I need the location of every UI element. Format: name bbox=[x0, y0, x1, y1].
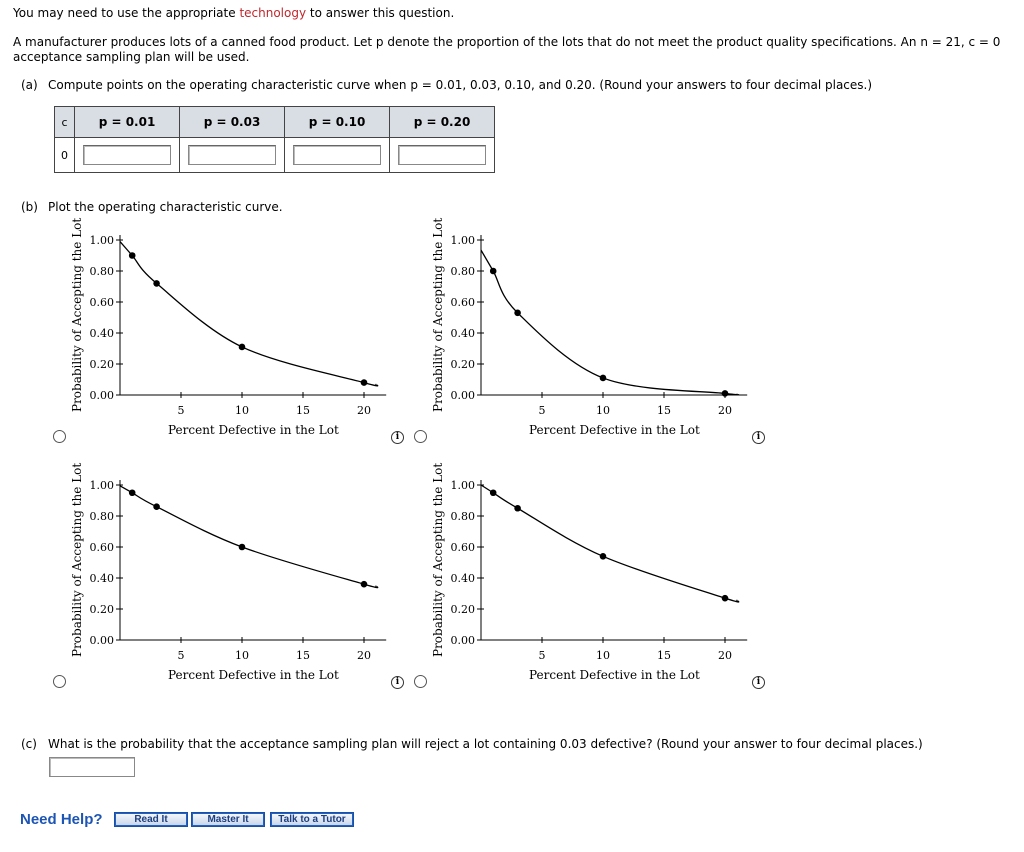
data-point bbox=[239, 344, 246, 351]
y-tick-label: 1.00 bbox=[450, 479, 475, 492]
y-axis-label: Probability of Accepting the Lot bbox=[70, 217, 84, 412]
y-tick-label: 0.00 bbox=[450, 389, 475, 402]
oc-plot-svg bbox=[421, 225, 751, 435]
y-tick-label: 0.40 bbox=[89, 572, 114, 585]
data-point bbox=[514, 310, 521, 317]
y-tick-label: 0.40 bbox=[89, 327, 114, 340]
intro-prefix: You may need to use the appropriate bbox=[13, 6, 240, 20]
x-tick-label: 10 bbox=[596, 404, 610, 417]
x-tick-label: 20 bbox=[718, 404, 732, 417]
x-tick-label: 10 bbox=[235, 404, 249, 417]
y-tick-label: 0.40 bbox=[450, 327, 475, 340]
oc-plot-svg bbox=[421, 470, 751, 680]
oc-plot-svg bbox=[60, 470, 390, 680]
need-help-title: Need Help? bbox=[20, 811, 103, 828]
y-tick-label: 0.00 bbox=[89, 634, 114, 647]
p-header-3: p = 0.20 bbox=[390, 107, 495, 138]
answer-input-p001[interactable] bbox=[83, 145, 171, 165]
plot-option-1-radio[interactable] bbox=[53, 430, 66, 443]
data-point bbox=[600, 375, 607, 382]
oc-plot-option-4 bbox=[421, 462, 751, 682]
read-it-label: Read It bbox=[116, 814, 186, 825]
p-header-0: p = 0.01 bbox=[75, 107, 180, 138]
y-tick-label: 0.60 bbox=[450, 296, 475, 309]
p-header-2: p = 0.10 bbox=[285, 107, 390, 138]
y-tick-label: 0.20 bbox=[89, 358, 114, 371]
y-tick-label: 0.00 bbox=[450, 634, 475, 647]
oc-plot-option-3 bbox=[60, 462, 390, 682]
master-it-button[interactable] bbox=[191, 812, 265, 827]
answer-input-p003[interactable] bbox=[188, 145, 276, 165]
part-c-answer-input[interactable] bbox=[49, 757, 135, 777]
y-tick-label: 1.00 bbox=[450, 234, 475, 247]
info-icon[interactable]: i bbox=[752, 676, 765, 689]
data-point bbox=[153, 503, 160, 510]
intro-text bbox=[13, 6, 454, 20]
plot-option-4-radio[interactable] bbox=[414, 675, 427, 688]
c-header: c bbox=[55, 107, 75, 138]
x-tick-label: 15 bbox=[296, 649, 310, 662]
part-a-label: (a) bbox=[21, 78, 38, 92]
info-icon[interactable]: i bbox=[752, 431, 765, 444]
data-point bbox=[514, 505, 521, 512]
oc-points-table bbox=[54, 106, 495, 173]
data-point bbox=[361, 379, 368, 386]
y-tick-label: 0.20 bbox=[450, 358, 475, 371]
plot-option-3-radio[interactable] bbox=[53, 675, 66, 688]
y-tick-label: 0.00 bbox=[89, 389, 114, 402]
x-axis-label: Percent Defective in the Lot bbox=[529, 423, 700, 437]
oc-curve bbox=[481, 485, 739, 602]
master-it-label: Master It bbox=[193, 814, 263, 825]
oc-plot-svg bbox=[60, 225, 390, 435]
y-tick-label: 1.00 bbox=[89, 234, 114, 247]
x-tick-label: 15 bbox=[657, 404, 671, 417]
x-tick-label: 10 bbox=[235, 649, 249, 662]
y-tick-label: 0.60 bbox=[89, 296, 114, 309]
x-axis-label: Percent Defective in the Lot bbox=[529, 668, 700, 682]
oc-curve bbox=[120, 486, 378, 588]
answer-input-p010[interactable] bbox=[293, 145, 381, 165]
y-tick-label: 1.00 bbox=[89, 479, 114, 492]
data-point bbox=[239, 544, 246, 551]
x-tick-label: 15 bbox=[296, 404, 310, 417]
part-b-text: Plot the operating characteristic curve. bbox=[48, 200, 283, 214]
part-c-text: What is the probability that the acceptance sampling plan will reject a lot containing 0.03 defective? (Round your answer to four decimal places.) bbox=[48, 737, 923, 751]
oc-curve bbox=[120, 242, 378, 386]
data-point bbox=[153, 280, 160, 287]
y-tick-label: 0.80 bbox=[89, 510, 114, 523]
data-point bbox=[722, 595, 729, 602]
x-axis-label: Percent Defective in the Lot bbox=[168, 668, 339, 682]
y-tick-label: 0.40 bbox=[450, 572, 475, 585]
info-icon[interactable]: i bbox=[391, 431, 404, 444]
oc-plot-option-2 bbox=[421, 217, 751, 437]
oc-curve bbox=[481, 250, 739, 395]
y-tick-label: 0.20 bbox=[89, 603, 114, 616]
x-tick-label: 20 bbox=[357, 404, 371, 417]
x-tick-label: 5 bbox=[177, 649, 185, 662]
read-it-button[interactable] bbox=[114, 812, 188, 827]
p-header-1: p = 0.03 bbox=[180, 107, 285, 138]
x-tick-label: 5 bbox=[538, 649, 546, 662]
part-a-text: Compute points on the operating characteristic curve when p = 0.01, 0.03, 0.10, and 0.20. (Round your answers to four decimal places.) bbox=[48, 78, 873, 92]
oc-plot-option-1 bbox=[60, 217, 390, 437]
answer-input-p020[interactable] bbox=[398, 145, 486, 165]
data-point bbox=[490, 489, 497, 496]
x-tick-label: 5 bbox=[538, 404, 546, 417]
intro-suffix: to answer this question. bbox=[306, 6, 455, 20]
y-tick-label: 0.60 bbox=[450, 541, 475, 554]
x-tick-label: 10 bbox=[596, 649, 610, 662]
y-tick-label: 0.60 bbox=[89, 541, 114, 554]
x-tick-label: 20 bbox=[718, 649, 732, 662]
part-b-label: (b) bbox=[21, 200, 38, 214]
x-tick-label: 15 bbox=[657, 649, 671, 662]
y-axis-label: Probability of Accepting the Lot bbox=[431, 462, 445, 657]
data-point bbox=[361, 581, 368, 588]
y-tick-label: 0.80 bbox=[450, 510, 475, 523]
talk-to-tutor-button[interactable] bbox=[270, 812, 354, 827]
x-axis-label: Percent Defective in the Lot bbox=[168, 423, 339, 437]
x-tick-label: 5 bbox=[177, 404, 185, 417]
data-point bbox=[129, 489, 136, 496]
data-point bbox=[600, 553, 607, 560]
data-point bbox=[129, 252, 136, 259]
x-tick-label: 20 bbox=[357, 649, 371, 662]
y-tick-label: 0.20 bbox=[450, 603, 475, 616]
talk-to-tutor-label: Talk to a Tutor bbox=[272, 814, 352, 825]
technology-link[interactable]: technology bbox=[239, 6, 307, 20]
part-c-label: (c) bbox=[21, 737, 37, 751]
y-axis-label: Probability of Accepting the Lot bbox=[70, 462, 84, 657]
data-point bbox=[490, 268, 497, 275]
data-point bbox=[722, 390, 729, 397]
info-icon[interactable]: i bbox=[391, 676, 404, 689]
plot-option-2-radio[interactable] bbox=[414, 430, 427, 443]
y-tick-label: 0.80 bbox=[89, 265, 114, 278]
c-value: 0 bbox=[55, 138, 75, 173]
problem-line-2: acceptance sampling plan will be used. bbox=[13, 50, 250, 64]
y-tick-label: 0.80 bbox=[450, 265, 475, 278]
problem-line-1: A manufacturer produces lots of a canned food product. Let p denote the proportion of the lots that do not meet the product quality specifications. An n = 21, c = 0 bbox=[13, 35, 1001, 49]
y-axis-label: Probability of Accepting the Lot bbox=[431, 217, 445, 412]
